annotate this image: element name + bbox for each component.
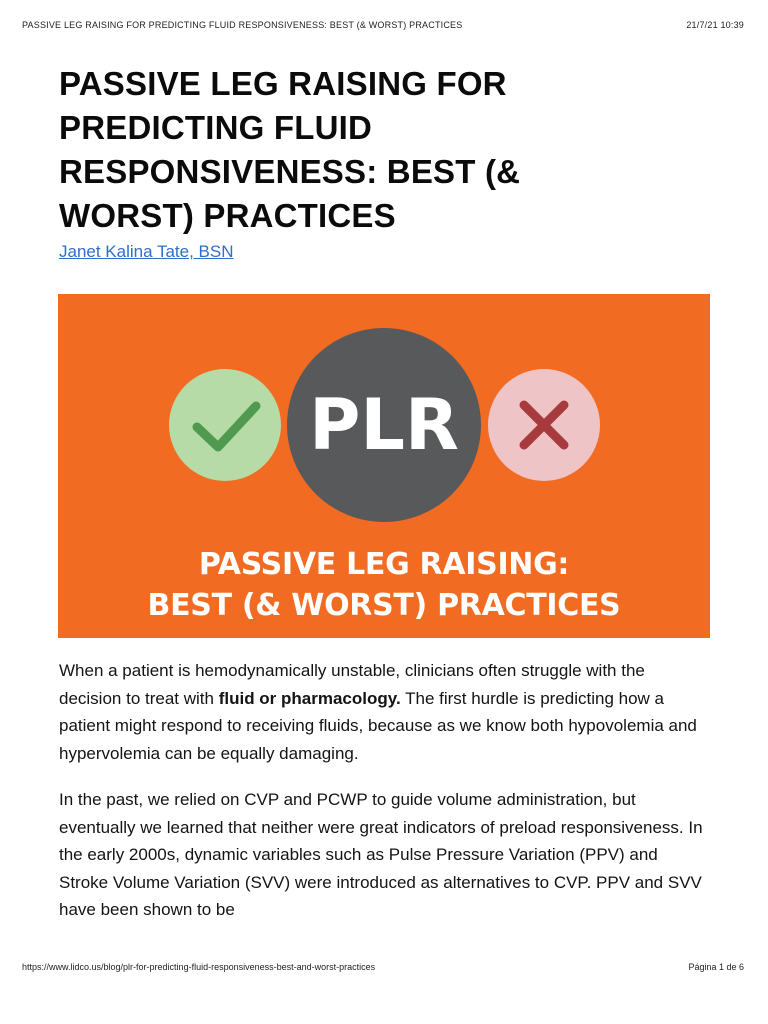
hero-line-2: BEST (& WORST) PRACTICES bbox=[147, 588, 621, 623]
article-title: PASSIVE LEG RAISING FOR PREDICTING FLUID RESPONSIVENESS: BEST (& WORST) PRACTICES bbox=[59, 65, 521, 234]
footer-url: https://www.lidco.us/blog/plr-for-predicting-fluid-responsiveness-best-and-worst-practices bbox=[22, 962, 376, 972]
footer-page-info: Página 1 de 6 bbox=[688, 962, 744, 972]
p1-text-end: The first hurdle is predicting how a patient might respond to receiving fluids, because as we know both hypovolemia and hypervolemia can be equally damaging. bbox=[59, 688, 697, 763]
print-header-title: PASSIVE LEG RAISING FOR PREDICTING FLUID RESPONSIVENESS: BEST (& WORST) PRACTICES bbox=[22, 20, 463, 30]
hero-line-1: PASSIVE LEG RAISING: bbox=[198, 547, 570, 582]
print-header bbox=[22, 20, 744, 30]
hero-graphic bbox=[58, 294, 710, 638]
body-paragraph-2: In the past, we relied on CVP and PCWP to guide volume administration, but eventually we learned that neither were great indicators of preload responsiveness. In the early 2000s, dynamic variables such as Pulse Pressure Variation (PPV) and Stroke Volume Variation (SVV) were introduced as alternatives to CVP. PPV and SVV have been shown to be bbox=[59, 790, 703, 919]
plr-label: PLR bbox=[309, 384, 459, 466]
hero-banner bbox=[58, 294, 710, 638]
check-icon bbox=[169, 369, 281, 481]
print-header-datetime: 21/7/21 10:39 bbox=[686, 20, 744, 30]
author-link[interactable]: Janet Kalina Tate, BSN bbox=[59, 242, 234, 261]
plr-badge bbox=[287, 328, 481, 522]
p1-text-start: When a patient is hemodynamically unstable, clinicians often struggle with the decision to treat with bbox=[59, 661, 645, 708]
body-paragraph-1 bbox=[59, 657, 709, 767]
p1-emphasis: fluid or pharmacology. bbox=[218, 688, 401, 708]
x-icon bbox=[488, 369, 600, 481]
print-footer bbox=[22, 962, 744, 972]
